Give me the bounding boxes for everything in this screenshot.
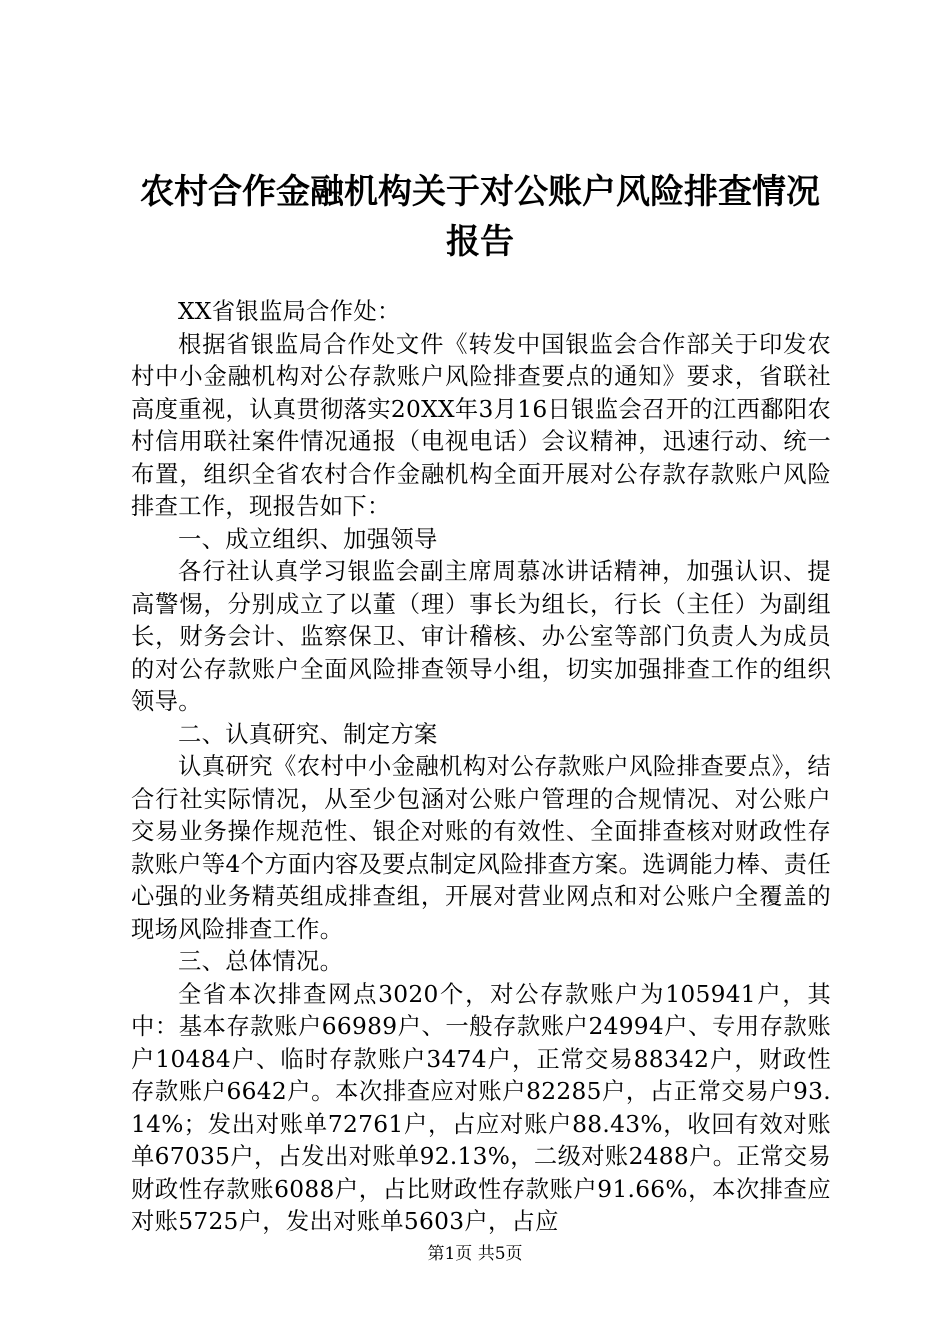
section-2-heading: 二、认真研究、制定方案 (178, 720, 438, 748)
section-3-paragraph: 全省本次排查网点3020个，对公存款账户为105941户，其中：基本存款账户66989户、一般存款账户24994户、专用存款账户10484户、临时存款账户3474户，正常交易88342户，财政性存款账户6642户。本次排查应对账户82285户，占正常交易户93.14%；发出对账单72761户，占应对账户88.43%，收回有效对账单67035户，占发出对账单92.13%，二级对账2488户。正常交易财政性存款账6088户，占比财政性存款账户91.66%，本次排查应对账5725户，发出对账单5603户，占应 (131, 980, 831, 1235)
document-title-line-2: 报告 (446, 222, 514, 262)
intro-paragraph: 根据省银监局合作处文件《转发中国银监会合作部关于印发农村中小金融机构对公存款账户风险排查要点的通知》要求，省联社高度重视，认真贯彻落实20XX年3月16日银监会召开的江西鄱阳农村信用联社案件情况通报（电视电话）会议精神，迅速行动、统一布置，组织全省农村合作金融机构全面开展对公存款存款账户风险排查工作，现报告如下： (131, 330, 831, 520)
addressee: XX省银监局合作处： (178, 298, 401, 325)
section-2-paragraph: 认真研究《农村中小金融机构对公存款账户风险排查要点》，结合行社实际情况，从至少包涵对公账户管理的合规情况、对公账户交易业务操作规范性、银企对账的有效性、全面排查核对财政性存款账户等4个方面内容及要点制定风险排查方案。选调能力棒、责任心强的业务精英组成排查组，开展对营业网点和对公账户全覆盖的现场风险排查工作。 (131, 753, 831, 943)
page-number-footer: 第1页 共5页 (427, 1244, 523, 1264)
section-1-paragraph: 各行社认真学习银监会副主席周慕冰讲话精神，加强认识、提高警惕，分别成立了以董（理）事长为组长，行长（主任）为副组长，财务会计、监察保卫、审计稽核、办公室等部门负责人为成员的对公存款账户全面风险排查领导小组，切实加强排查工作的组织领导。 (131, 558, 831, 715)
document-body (131, 296, 831, 1239)
document-title-line-1: 农村合作金融机构关于对公账户风险排查情况 (140, 172, 820, 212)
section-1-heading: 一、成立组织、加强领导 (178, 525, 438, 553)
section-3-heading: 三、总体情况。 (178, 948, 344, 975)
